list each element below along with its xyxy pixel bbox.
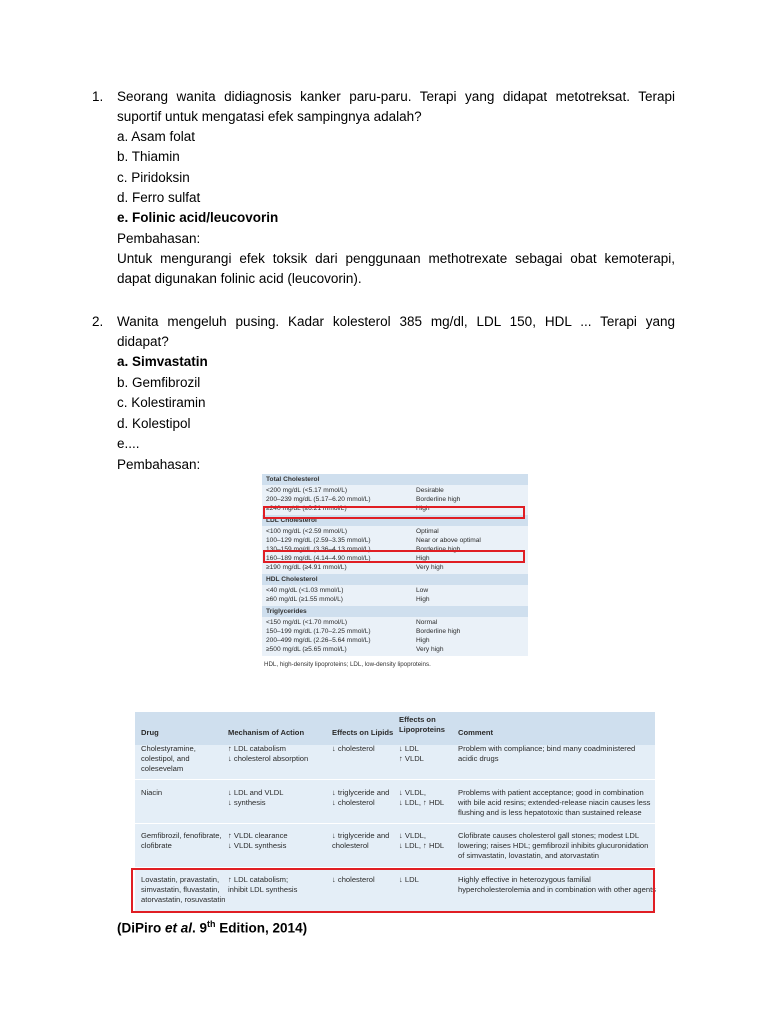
drug-name: Gemfibrozil, fenofibrate, <box>141 831 222 840</box>
citation-year: Edition, 2014) <box>215 920 308 936</box>
drug-name: colestipol, and <box>141 754 190 763</box>
lipid-range: <40 mg/dL (<1.03 mmol/L) <box>266 587 344 594</box>
correct-answer-option: a. Simvastatin <box>117 354 208 369</box>
section-header: LDL Cholesterol <box>262 515 528 526</box>
effect-on-lipids: ↓ cholesterol <box>332 798 375 807</box>
drug-name: simvastatin, fluvastatin, <box>141 885 220 894</box>
lipid-class: Very high <box>416 646 444 653</box>
mechanism: ↑ VLDL clearance <box>228 831 288 840</box>
comment: lowering; raises HDL; gemfibrozil inhibits glucuronidation <box>458 841 649 850</box>
column-header: Effects on Lipoproteins <box>399 715 445 734</box>
mechanism: ↓ LDL and VLDL <box>228 788 284 797</box>
comment: flushing and is less hepatotoxic than sustained release <box>458 808 642 817</box>
effect-on-lipids: ↓ cholesterol <box>332 875 375 884</box>
comment: acidic drugs <box>458 754 499 763</box>
lipid-range: 200–499 mg/dL (2.26–5.64 mmol/L) <box>266 637 371 644</box>
effect-on-lipoproteins: ↓ LDL <box>399 744 419 753</box>
comment: Highly effective in heterozygous familial <box>458 875 591 884</box>
lipid-range: 150–199 mg/dL (1.70–2.25 mmol/L) <box>266 628 371 635</box>
column-header: Comment <box>458 728 494 737</box>
drug-name: clofibrate <box>141 841 172 850</box>
lipid-class: Borderline high <box>416 546 461 553</box>
answer-option: d. Kolestipol <box>117 416 191 431</box>
answer-option: b. Gemfibrozil <box>117 375 201 390</box>
lipid-class: Normal <box>416 619 438 626</box>
mechanism: ↑ LDL catabolism; <box>228 875 289 884</box>
correct-answer-option: e. Folinic acid/leucovorin <box>117 210 279 225</box>
effect-on-lipids: ↓ triglyceride and <box>332 788 390 797</box>
lipid-range: ≥60 mg/dL (≥1.55 mmol/L) <box>266 596 343 603</box>
citation-author: (DiPiro <box>117 920 166 936</box>
effect-on-lipoproteins: ↓ VLDL, <box>399 788 427 797</box>
section-header: HDL Cholesterol <box>262 574 528 585</box>
explanation-text: Untuk mengurangi efek toksik dari penggunaan methotrexate sebagai obat kemoterapi, <box>117 251 675 266</box>
lipid-class: Borderline high <box>416 496 461 503</box>
row-divider <box>135 823 655 824</box>
effect-on-lipids: cholesterol <box>332 841 369 850</box>
question-number: 2. <box>92 314 104 329</box>
lipid-class: Optimal <box>416 528 439 535</box>
column-header: Effects on Lipids <box>332 728 394 737</box>
section-header: Total Cholesterol <box>262 474 528 485</box>
effect-on-lipoproteins: ↓ LDL, ↑ HDL <box>399 798 445 807</box>
drug-name: Niacin <box>141 788 163 797</box>
lipid-range: 200–239 mg/dL (5.17–6.20 mmol/L) <box>266 496 371 503</box>
effect-on-lipids: ↓ triglyceride and <box>332 831 390 840</box>
mechanism: ↓ cholesterol absorption <box>228 754 309 763</box>
mechanism: ↓ synthesis <box>228 798 266 807</box>
comment: hypercholesterolemia and in combination with other agents <box>458 885 656 894</box>
effect-on-lipids: ↓ cholesterol <box>332 744 375 753</box>
lipid-range: 160–189 mg/dL (4.14–4.90 mmol/L) <box>266 555 371 562</box>
answer-option: e.... <box>117 436 140 451</box>
comment: Clofibrate causes cholesterol gall stones; modest LDL <box>458 831 640 840</box>
explanation-text: dapat digunakan folinic acid (leucovorin). <box>117 271 362 286</box>
lipid-class: High <box>416 637 430 644</box>
lipid-class: High <box>416 505 430 512</box>
question-stem-line: Wanita mengeluh pusing. Kadar kolesterol 385 mg/dl, LDL 150, HDL ... Terapi yang <box>117 314 675 329</box>
explanation-label: Pembahasan: <box>117 231 201 246</box>
table-header-row <box>135 712 655 745</box>
answer-option: c. Piridoksin <box>117 170 190 185</box>
section-header: Triglycerides <box>262 606 528 617</box>
row-divider <box>135 779 655 780</box>
column-header: Mechanism of Action <box>228 728 305 737</box>
lipid-range: ≥190 mg/dL (≥4.91 mmol/L) <box>266 564 347 571</box>
drug-name: atorvastatin, rosuvastatin <box>141 895 226 904</box>
comment: Problem with compliance; bind many coadministered <box>458 744 636 753</box>
lipid-range: <200 mg/dL (<5.17 mmol/L) <box>266 487 348 494</box>
comment: with bile acid resins; extended-release niacin causes less <box>458 798 651 807</box>
lipid-class: Low <box>416 587 429 594</box>
highlight-ldl-borderline-high <box>263 550 525 563</box>
lipid-class: Near or above optimal <box>416 537 481 544</box>
question-stem-line: didapat? <box>117 334 169 349</box>
column-header: Drug <box>141 728 159 737</box>
drug-name: Lovastatin, pravastatin, <box>141 875 220 884</box>
lipid-range: 130–159 mg/dL (3.36–4.13 mmol/L) <box>266 546 371 553</box>
lipid-class: Desirable <box>416 487 444 494</box>
citation-et-al: et al <box>165 920 193 936</box>
lipid-range: <100 mg/dL (<2.59 mmol/L) <box>266 528 348 535</box>
drug-name: colesevelam <box>141 764 184 773</box>
drug-name: Cholestyramine, <box>141 744 196 753</box>
citation <box>117 914 307 939</box>
mechanism: ↓ VLDL synthesis <box>228 841 287 850</box>
lipid-class: High <box>416 596 430 603</box>
comment: of simvastatin, lovastatin, and atorvastatin <box>458 851 599 860</box>
lipid-range: 100–129 mg/dL (2.59–3.35 mmol/L) <box>266 537 371 544</box>
lipid-range: ≥500 mg/dL (≥5.65 mmol/L) <box>266 646 347 653</box>
effect-on-lipoproteins: ↓ VLDL, <box>399 831 427 840</box>
citation-superscript: th <box>207 919 216 929</box>
question-number: 1. <box>92 89 104 104</box>
effect-on-lipoproteins: ↓ LDL <box>399 875 419 884</box>
lipid-range: <150 mg/dL (<1.70 mmol/L) <box>266 619 348 626</box>
effect-on-lipoproteins: ↑ VLDL <box>399 754 424 763</box>
lipid-classification-table <box>262 474 528 668</box>
table-footnote: HDL, high-density lipoproteins; LDL, low-density lipoproteins. <box>264 661 431 668</box>
highlight-statin-row <box>131 868 655 913</box>
highlight-total-cholesterol-high <box>263 506 525 519</box>
question-stem-line: suportif untuk mengatasi efek sampingnya adalah? <box>117 109 422 124</box>
explanation-label: Pembahasan: <box>117 457 201 472</box>
citation-edition-number: . 9 <box>192 920 208 936</box>
mechanism: ↑ LDL catabolism <box>228 744 286 753</box>
effect-on-lipoproteins: ↓ LDL, ↑ HDL <box>399 841 445 850</box>
comment: Problems with patient acceptance; good in combination <box>458 788 644 797</box>
mechanism: inhibit LDL synthesis <box>228 885 298 894</box>
question-stem-line: Seorang wanita didiagnosis kanker paru-paru. Terapi yang didapat metotreksat. Terapi <box>117 89 675 104</box>
answer-option: a. Asam folat <box>117 129 196 144</box>
answer-option: d. Ferro sulfat <box>117 190 201 205</box>
lipid-class: High <box>416 555 430 562</box>
lipid-class: Borderline high <box>416 628 461 635</box>
answer-option: c. Kolestiramin <box>117 395 206 410</box>
lipid-range: ≥240 mg/dL (≥6.21 mmol/L) <box>266 505 347 512</box>
answer-option: b. Thiamin <box>117 149 180 164</box>
lipid-class: Very high <box>416 564 444 571</box>
